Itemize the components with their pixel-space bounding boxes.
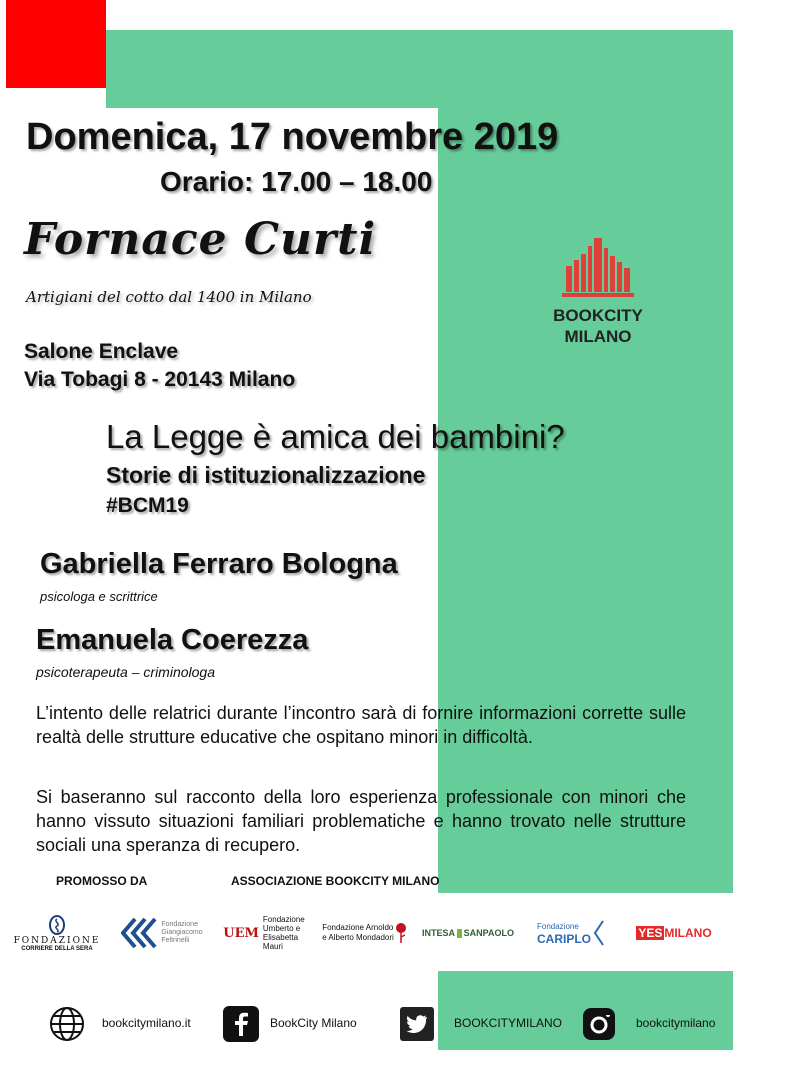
sponsor-text-line: Mauri [262, 942, 283, 951]
bookcity-line1: BOOKCITY [553, 306, 643, 325]
bookcity-logo [548, 236, 648, 346]
speaker-name: Gabriella Ferraro Bologna [40, 548, 398, 580]
fornace-curti-tagline: Artigiani del cotto dal 1400 in Milano [26, 288, 312, 306]
sponsor-text [263, 915, 305, 951]
sponsor-text-line: CARIPLO [537, 932, 591, 946]
sponsor-text-line: e Alberto Mondadori [322, 933, 394, 942]
speaker-role: psicologa e scrittrice [40, 589, 158, 604]
venue-address: Via Tobagi 8 - 20143 Milano [24, 368, 296, 391]
sponsor-text: YES [638, 926, 663, 940]
event-title: La Legge è amica dei bambini? [106, 418, 565, 455]
sponsor-text [161, 921, 202, 945]
event-subtitle: Storie di istituzionalizzazione [106, 462, 426, 488]
corriere-emblem-icon [48, 914, 66, 936]
sponsor-text-line: Fondazione [161, 921, 198, 928]
venue-block [24, 338, 295, 394]
sponsor-fondazione-cariplo [530, 905, 614, 961]
sponsor-text: FONDAZIONE [13, 936, 101, 946]
promoted-by-label: PROMOSSO DA [56, 874, 148, 888]
sponsor-text-line: Fondazione Arnoldo [322, 923, 394, 932]
instagram-icon[interactable] [580, 1005, 618, 1043]
sponsor-text: INTESA [422, 928, 456, 938]
uem-mark: UEM [223, 925, 259, 941]
twitter-link[interactable]: BOOKCITYMILANO [454, 1016, 563, 1030]
red-corner-square [6, 0, 106, 88]
website-link[interactable]: bookcitymilano.it [102, 1016, 191, 1030]
sponsor-text-line: Elisabetta [262, 933, 299, 942]
rose-icon [394, 922, 408, 944]
sponsor-text-line: Fondazione [537, 922, 579, 931]
sponsor-text: SANPAOLO [463, 928, 514, 938]
globe-icon[interactable] [48, 1005, 86, 1043]
association-label: ASSOCIAZIONE BOOKCITY MILANO [231, 874, 440, 888]
sponsor-text [322, 923, 394, 943]
sponsor-text: MILANO [664, 926, 712, 940]
description-paragraph: L’intento delle relatrici durante l’incontro sarà di fornire informazioni corrette sulle realtà delle strutture educative che ospitano minori in difficoltà. [36, 703, 686, 747]
facebook-link[interactable]: BookCity Milano [270, 1016, 357, 1030]
bookcity-skyline-icon [558, 236, 638, 300]
facebook-icon[interactable] [222, 1005, 260, 1043]
sponsor-yes-milano [628, 905, 720, 961]
description-paragraph: Si baseranno sul racconto della loro esperienza professionale con minori che hanno vissuto situazioni familiari problematiche e hanno trovato nelle strutture sociali una speranza di recupero. [36, 787, 686, 855]
speaker-role: psicoterapeuta – criminologa [36, 664, 215, 680]
bookcity-wordmark [548, 305, 648, 347]
fornace-curti-logo: Fornace Curti [24, 214, 377, 265]
sponsor-fondazione-mauri [218, 905, 310, 961]
venue-hall: Salone Enclave [24, 340, 179, 363]
sponsor-text-line: Feltrinelli [161, 937, 190, 944]
sponsor-text-line: Fondazione [262, 915, 305, 924]
sponsor-text: CORRIERE DELLA SERA [21, 946, 93, 952]
sponsor-text-line: Umberto e [262, 924, 301, 933]
sponsor-fondazione-corriere [12, 905, 102, 961]
instagram-link[interactable]: bookcitymilano [636, 1016, 716, 1030]
green-top-band [106, 30, 733, 108]
intesa-mark-icon [457, 929, 462, 938]
sponsor-intesa-sanpaolo [422, 905, 514, 961]
sponsor-fondazione-mondadori [320, 905, 410, 961]
cariplo-mark-icon [591, 919, 607, 947]
bookcity-line2: MILANO [564, 327, 632, 346]
event-date: Domenica, 17 novembre 2019 [26, 116, 559, 158]
speaker-name: Emanuela Coerezza [36, 624, 309, 656]
event-time: Orario: 17.00 – 18.00 [160, 166, 433, 197]
sponsor-text [537, 921, 591, 945]
sponsor-text-line: Giangiacomo [161, 929, 203, 936]
twitter-icon[interactable] [398, 1005, 436, 1043]
event-hashtag: #BCM19 [106, 494, 189, 517]
feltrinelli-chevrons-icon [121, 915, 161, 951]
sponsor-fondazione-feltrinelli [118, 905, 206, 961]
